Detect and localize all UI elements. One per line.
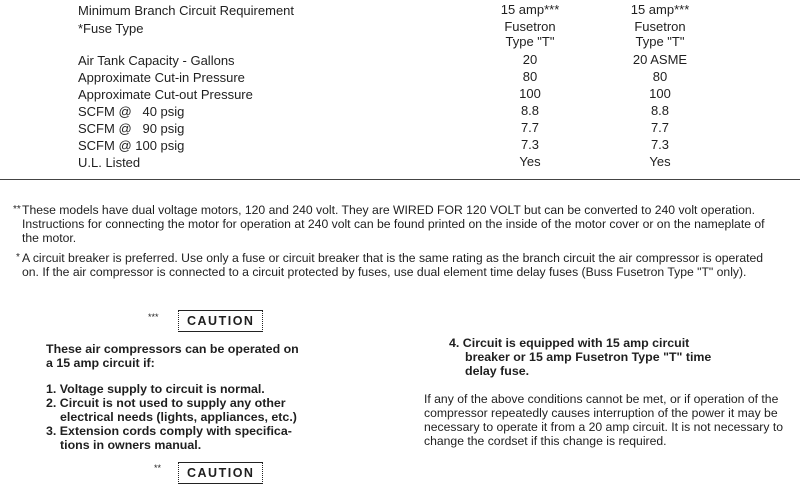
spec-value-col1: 8.8: [520, 103, 540, 118]
list-text: tions in owners manual.: [60, 438, 202, 452]
spec-value-col2: 80: [652, 69, 668, 84]
spec-value-col2: 7.7: [650, 120, 670, 135]
spec-value-col1: 15 amp***: [500, 2, 560, 17]
spec-label: Approximate Cut-out Pressure: [78, 87, 253, 102]
spec-value-col1: Yes: [519, 154, 541, 169]
spec-value-col1: 80: [522, 69, 538, 84]
spec-label: SCFM @ 40 psig: [78, 104, 185, 119]
list-text: Circuit is not used to supply any other: [59, 396, 286, 410]
spec-value-col2: Fusetron: [634, 19, 686, 34]
spec-value-col2: 8.8: [650, 103, 670, 118]
caution-intro: [46, 342, 299, 370]
spec-label: Minimum Branch Circuit Requirement: [78, 3, 295, 18]
list-text: electrical needs (lights, appliances, etc.): [60, 410, 297, 424]
spec-label: U.L. Listed: [78, 155, 141, 170]
breaker-note: [16, 251, 782, 279]
section-divider: [0, 179, 800, 180]
spec-label: SCFM @ 100 psig: [78, 138, 185, 153]
footnote-mark: **: [13, 204, 21, 215]
spec-value-col2: 15 amp***: [630, 2, 690, 17]
list-text: Voltage supply to circuit is normal.: [59, 382, 265, 396]
list-text: Extension cords comply with specifica-: [59, 424, 292, 438]
list-number: 3.: [46, 424, 57, 438]
spec-value-col1: 7.7: [520, 120, 540, 135]
spec-value-col2: 20 ASME: [632, 52, 688, 67]
dual-voltage-text: These models have dual voltage motors, 120 and 240 volt. They are WIRED FOR 120 VOLT but can be converted to 240 volt operation. Instructions for connecting the motor for operation at 240 volt can be found printed on the inside of the motor cover or on the nameplate of the motor.: [22, 203, 765, 245]
spec-label: Air Tank Capacity - Gallons: [78, 53, 235, 68]
closing-paragraph: If any of the above conditions cannot be met, or if operation of the compressor repeatedly causes interruption of the power it may be necessary to operate it from a 20 amp circuit. It is not necessary to change the cordset if this change is required.: [424, 392, 784, 448]
caution-stars: **: [154, 463, 162, 473]
spec-value-col2: Type "T": [635, 34, 685, 49]
spec-label: Approximate Cut-in Pressure: [78, 70, 245, 85]
caution-label: CAUTION: [178, 462, 263, 484]
dual-voltage-note: [13, 203, 782, 245]
spec-label: SCFM @ 90 psig: [78, 121, 185, 136]
spec-value-col1: 100: [519, 86, 541, 101]
list-text: delay fuse.: [465, 364, 530, 378]
list-number: 2.: [46, 396, 57, 410]
spec-value-col1: Fusetron: [504, 19, 556, 34]
footnote-mark: *: [16, 252, 20, 263]
list-item-4: [449, 336, 711, 378]
caution-label: CAUTION: [178, 310, 263, 332]
condition-list: [46, 382, 297, 452]
caution-stars: ***: [148, 312, 159, 322]
caution-intro-line: a 15 amp circuit if:: [46, 356, 155, 370]
spec-value-col1: Type "T": [505, 34, 555, 49]
list-number: 4.: [449, 336, 460, 350]
list-item: [46, 382, 297, 396]
spec-value-col2: 100: [649, 86, 671, 101]
breaker-text: A circuit breaker is preferred. Use only a fuse or circuit breaker that is the same rating as the branch circuit the air compressor is operated on. If the air compressor is connected to a circuit protected by fuses, use dual element time delay fuses (Buss Fusetron Type "T" only).: [22, 251, 764, 279]
list-number: 1.: [46, 382, 57, 396]
spec-value-col1: 20: [522, 52, 538, 67]
caution-intro-line: These air compressors can be operated on: [46, 342, 299, 356]
list-text: breaker or 15 amp Fusetron Type "T" time: [465, 350, 712, 364]
list-item: [46, 396, 297, 424]
list-item: [46, 424, 297, 452]
spec-value-col1: 7.3: [520, 137, 540, 152]
spec-value-col2: 7.3: [650, 137, 670, 152]
spec-label: *Fuse Type: [78, 21, 144, 36]
list-text: Circuit is equipped with 15 amp circuit: [462, 336, 690, 350]
spec-value-col2: Yes: [649, 154, 671, 169]
